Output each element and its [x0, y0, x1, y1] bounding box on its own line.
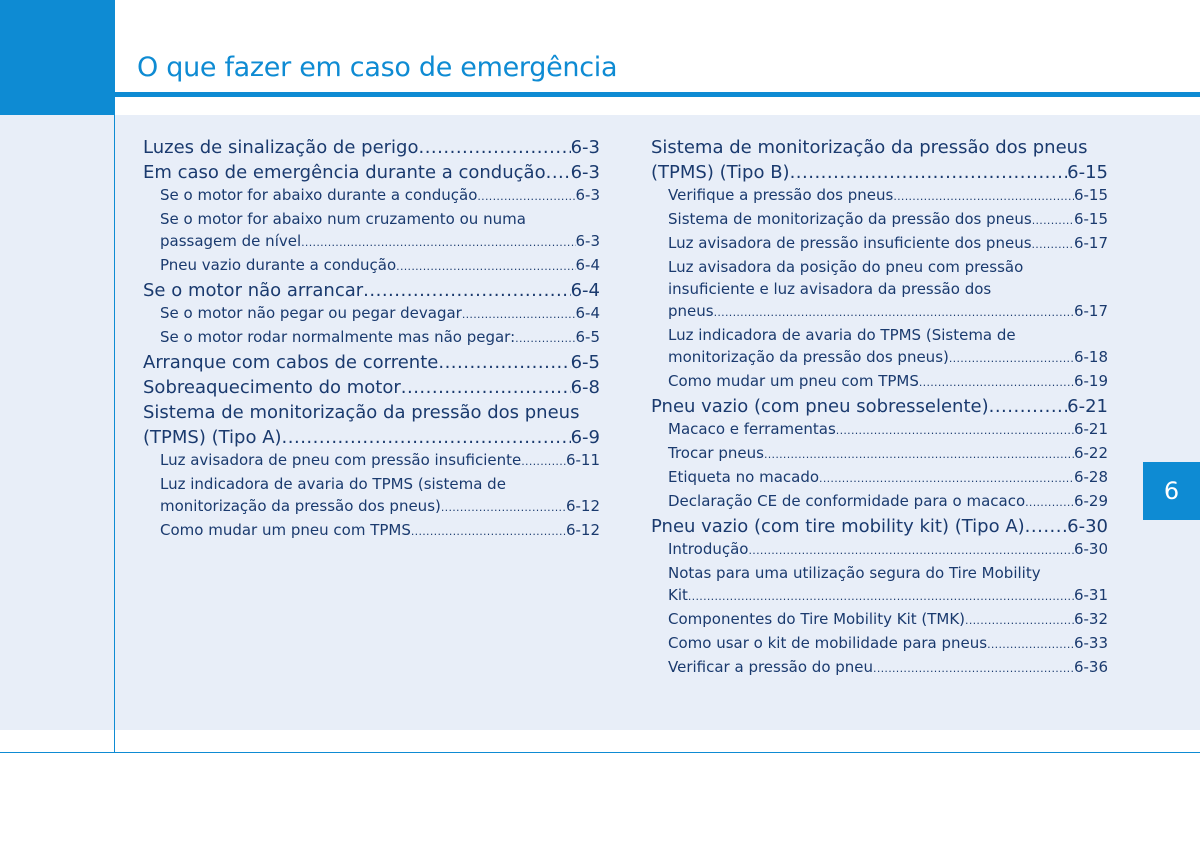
toc-page-number: 6-15	[1073, 210, 1108, 228]
toc-subentry[interactable]	[651, 490, 1108, 514]
page-title: O que fazer em caso de emergência	[137, 52, 618, 83]
toc-subentry[interactable]	[651, 442, 1108, 466]
toc-page-number: 6-28	[1073, 468, 1108, 486]
toc-entry-title: Pneu vazio (com pneu sobresselente)	[651, 396, 989, 417]
toc-subentry[interactable]	[651, 184, 1108, 208]
toc-subentry[interactable]	[651, 632, 1108, 656]
toc-subentry[interactable]	[651, 538, 1108, 562]
toc-entry-title: Arranque com cabos de corrente	[143, 352, 439, 373]
toc-subentry[interactable]	[143, 449, 600, 473]
dot-leader	[546, 160, 571, 185]
dot-leader	[688, 586, 1074, 608]
toc-subentry[interactable]	[651, 608, 1108, 632]
dot-leader	[987, 634, 1074, 656]
toc-subentry[interactable]	[651, 256, 1108, 324]
toc-entry-title: Verifique a pressão dos pneus	[668, 186, 894, 204]
toc-entry[interactable]	[143, 350, 600, 375]
dot-leader	[919, 372, 1074, 394]
dot-leader	[989, 394, 1068, 419]
toc-entry-line	[143, 135, 600, 160]
toc-entry-title: pneus	[668, 302, 714, 320]
toc-subentry[interactable]	[651, 562, 1108, 608]
toc-entry-title: Como usar o kit de mobilidade para pneus	[668, 634, 988, 652]
toc-page-number: 6-21	[1073, 420, 1108, 438]
toc-entry-line	[143, 278, 600, 303]
toc-entry-line	[668, 656, 1108, 680]
toc-entry-title: Kit	[668, 586, 688, 604]
toc-entry-line	[143, 375, 600, 400]
toc-entry-line	[668, 278, 1108, 300]
toc-page-number: 6-36	[1073, 658, 1108, 676]
toc-entry-line	[160, 473, 600, 495]
dot-leader	[748, 540, 1073, 562]
toc-page-number: 6-5	[575, 328, 600, 346]
toc-entry-title: Se o motor for abaixo num cruzamento ou numa	[160, 210, 526, 228]
dot-leader	[965, 610, 1074, 632]
toc-entry-title: Como mudar um pneu com TPMS	[668, 372, 919, 390]
toc-entry-line	[668, 418, 1108, 442]
dot-leader	[893, 186, 1074, 208]
dot-leader	[521, 451, 566, 473]
toc-entry[interactable]	[143, 400, 600, 450]
toc-page-number: 6-12	[565, 521, 600, 539]
toc-subentry[interactable]	[143, 184, 600, 208]
toc-page-number: 6-4	[575, 304, 600, 322]
toc-entry-line	[668, 184, 1108, 208]
toc-entry[interactable]	[143, 375, 600, 400]
toc-subentry[interactable]	[651, 208, 1108, 232]
toc-entry-title: Sistema de monitorização da pressão dos pneus	[651, 137, 1088, 158]
dot-leader	[819, 468, 1074, 490]
toc-entry-title: Notas para uma utilização segura do Tire Mobility	[668, 564, 1041, 582]
dot-leader	[836, 420, 1074, 442]
toc-entry-title: Pneu vazio durante a condução	[160, 256, 397, 274]
dot-leader	[438, 350, 570, 375]
title-underline	[115, 92, 1200, 97]
toc-page-number: 6-9	[570, 427, 600, 448]
dot-leader	[1032, 210, 1074, 232]
toc-entry-title: Verificar a pressão do pneu	[668, 658, 874, 676]
toc-entry-title: Luz indicadora de avaria do TPMS (sistema de	[160, 475, 506, 493]
toc-entry-title: Luz avisadora de pressão insuficiente dos pneus	[668, 234, 1032, 252]
toc-entry-line	[160, 230, 600, 254]
toc-entry-line	[668, 562, 1108, 584]
toc-entry-line	[160, 519, 600, 543]
toc-entry-title: Como mudar um pneu com TPMS	[160, 521, 411, 539]
toc-entry-line	[668, 632, 1108, 656]
toc-page-number: 6-8	[570, 377, 600, 398]
dot-leader	[418, 135, 570, 160]
toc-page-number: 6-5	[570, 352, 600, 373]
toc-subentry[interactable]	[651, 656, 1108, 680]
toc-subentry[interactable]	[143, 208, 600, 254]
toc-page-number: 6-32	[1073, 610, 1108, 628]
toc-entry-line	[668, 608, 1108, 632]
toc-page-number: 6-29	[1073, 492, 1108, 510]
toc-entry-line	[668, 442, 1108, 466]
toc-entry-line	[160, 495, 600, 519]
toc-entry-line	[668, 466, 1108, 490]
toc-page-number: 6-3	[575, 186, 600, 204]
toc-column-right	[651, 135, 1108, 680]
toc-entry-title: Sobreaquecimento do motor	[143, 377, 401, 398]
toc-entry-line	[651, 514, 1108, 539]
toc-entry-line	[651, 394, 1108, 419]
toc-entry-line	[668, 208, 1108, 232]
toc-subentry[interactable]	[143, 254, 600, 278]
dot-leader	[873, 658, 1074, 680]
dot-leader	[441, 497, 566, 519]
toc-entry-title: Se o motor for abaixo durante a condução	[160, 186, 478, 204]
toc-page-number: 6-21	[1067, 396, 1108, 417]
toc-subentry[interactable]	[143, 519, 600, 543]
dot-leader	[396, 256, 575, 278]
toc-entry-line	[143, 350, 600, 375]
toc-entry-line	[143, 400, 600, 425]
dot-leader	[764, 444, 1074, 466]
toc-entry-line	[160, 326, 600, 350]
toc-entry-title: Luzes de sinalização de perigo	[143, 137, 419, 158]
toc-entry-title: Sistema de monitorização da pressão dos pneus	[668, 210, 1032, 228]
toc-entry-line	[143, 160, 600, 185]
toc-entry-line	[160, 302, 600, 326]
corner-accent-block	[0, 0, 115, 115]
toc-subentry[interactable]	[651, 232, 1108, 256]
toc-entry[interactable]	[143, 135, 600, 160]
toc-page-number: 6-19	[1073, 372, 1108, 390]
toc-subentry[interactable]	[143, 473, 600, 519]
toc-entry-line	[651, 160, 1108, 185]
toc-page-number: 6-3	[570, 137, 600, 158]
toc-subentry[interactable]	[143, 302, 600, 326]
toc-column-left	[143, 135, 600, 543]
toc-page-number: 6-15	[1073, 186, 1108, 204]
dot-leader	[790, 160, 1068, 185]
toc-entry-line	[160, 449, 600, 473]
toc-entry-line	[668, 232, 1108, 256]
dot-leader	[1032, 234, 1074, 256]
toc-page-number: 6-17	[1073, 302, 1108, 320]
toc-page-number: 6-12	[565, 497, 600, 515]
dot-leader	[1025, 492, 1074, 514]
toc-subentry[interactable]	[651, 418, 1108, 442]
toc-entry-line	[668, 490, 1108, 514]
chapter-tab[interactable]: 6	[1143, 462, 1200, 520]
toc-entry-title: Declaração CE de conformidade para o macaco	[668, 492, 1026, 510]
toc-entry-title: Pneu vazio (com tire mobility kit) (Tipo A)	[651, 516, 1025, 537]
toc-entry-title: Introdução	[668, 540, 749, 558]
toc-entry-title: Luz avisadora de pneu com pressão insuficiente	[160, 451, 522, 469]
toc-page-number: 6-33	[1073, 634, 1108, 652]
toc-entry-title: passagem de nível	[160, 232, 302, 250]
toc-entry-line	[668, 346, 1108, 370]
toc-page-number: 6-4	[570, 280, 600, 301]
toc-page-number: 6-18	[1073, 348, 1108, 366]
toc-entry-line	[668, 300, 1108, 324]
toc-entry-title: Se o motor rodar normalmente mas não pegar:	[160, 328, 516, 346]
toc-entry[interactable]	[651, 135, 1108, 185]
toc-entry-title: Trocar pneus	[668, 444, 764, 462]
dot-leader	[515, 328, 575, 350]
toc-entry-line	[668, 584, 1108, 608]
toc-entry-line	[668, 370, 1108, 394]
toc-entry[interactable]	[143, 160, 600, 185]
toc-subentry[interactable]	[651, 324, 1108, 370]
toc-entry-line	[160, 208, 600, 230]
toc-entry-title: (TPMS) (Tipo B)	[651, 162, 790, 183]
toc-page-number: 6-3	[575, 232, 600, 250]
toc-page-number: 6-11	[565, 451, 600, 469]
toc-subentry[interactable]	[651, 370, 1108, 394]
dot-leader	[1025, 514, 1067, 539]
toc-entry-line	[668, 256, 1108, 278]
dot-leader	[462, 304, 576, 326]
toc-entry-title: Sistema de monitorização da pressão dos pneus	[143, 402, 580, 423]
toc-entry[interactable]	[651, 394, 1108, 419]
toc-entry-title: Se o motor não arrancar	[143, 280, 364, 301]
dot-leader	[282, 425, 571, 450]
dot-leader	[401, 375, 571, 400]
toc-entry-line	[668, 538, 1108, 562]
dot-leader	[477, 186, 575, 208]
toc-page-number: 6-30	[1067, 516, 1108, 537]
toc-entry-title: Macaco e ferramentas	[668, 420, 836, 438]
toc-entry-title: Luz indicadora de avaria do TPMS (Sistema de	[668, 326, 1016, 344]
toc-entry-line	[668, 324, 1108, 346]
toc-entry-title: Se o motor não pegar ou pegar devagar	[160, 304, 462, 322]
toc-entry-line	[143, 425, 600, 450]
toc-entry-title: (TPMS) (Tipo A)	[143, 427, 282, 448]
toc-page-number: 6-22	[1073, 444, 1108, 462]
toc-entry-line	[651, 135, 1108, 160]
toc-page-number: 6-30	[1073, 540, 1108, 558]
dot-leader	[301, 232, 575, 254]
toc-entry-title: insuficiente e luz avisadora da pressão dos	[668, 280, 992, 298]
toc-page-number: 6-17	[1073, 234, 1108, 252]
toc-subentry[interactable]	[651, 466, 1108, 490]
dot-leader	[949, 348, 1074, 370]
toc-entry-title: monitorização da pressão dos pneus)	[160, 497, 441, 515]
toc-entry[interactable]	[651, 514, 1108, 539]
toc-page-number: 6-3	[570, 162, 600, 183]
toc-page-number: 6-15	[1067, 162, 1108, 183]
toc-entry-title: Componentes do Tire Mobility Kit (TMK)	[668, 610, 966, 628]
dot-leader	[411, 521, 566, 543]
toc-page-number: 6-31	[1073, 586, 1108, 604]
toc-entry-line	[160, 254, 600, 278]
dot-leader	[363, 278, 570, 303]
margin-rule	[114, 115, 115, 753]
toc-subentry[interactable]	[143, 326, 600, 350]
toc-entry-line	[160, 184, 600, 208]
toc-entry[interactable]	[143, 278, 600, 303]
toc-page-number: 6-4	[575, 256, 600, 274]
bottom-rule	[0, 752, 1200, 753]
toc-entry-title: Luz avisadora da posição do pneu com pressão	[668, 258, 1024, 276]
toc-entry-title: Em caso de emergência durante a condução	[143, 162, 546, 183]
dot-leader	[714, 302, 1074, 324]
toc-entry-title: Etiqueta no macado	[668, 468, 820, 486]
toc-entry-title: monitorização da pressão dos pneus)	[668, 348, 949, 366]
